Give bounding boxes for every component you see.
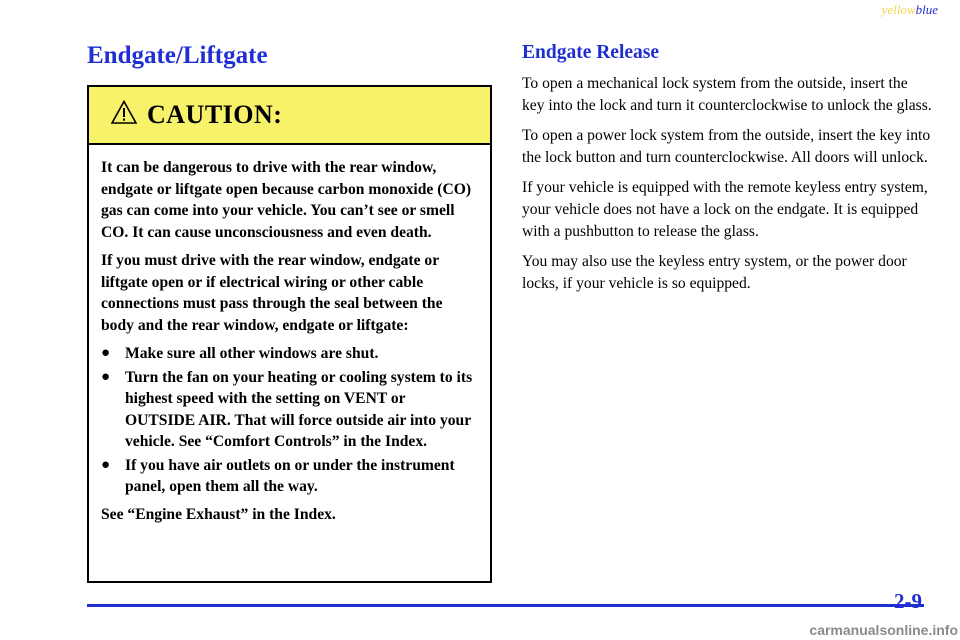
caution-footer: See “Engine Exhaust” in the Index. bbox=[101, 505, 336, 523]
corner-tag-yellow: yellow bbox=[881, 2, 916, 17]
body-paragraph: You may also use the keyless entry system, or the power door locks, if your vehicle is so equipped. bbox=[522, 253, 907, 292]
list-item bbox=[101, 455, 478, 498]
corner-tag bbox=[882, 2, 938, 18]
bullet-dot-icon: ● bbox=[101, 345, 111, 361]
body-paragraph: If your vehicle is equipped with the remote keyless entry system, your vehicle does not have a lock on the endgate. It is equipped with a pushbutton to release the glass. bbox=[522, 179, 928, 240]
footer-rule bbox=[87, 604, 924, 607]
caution-paragraph: It can be dangerous to drive with the rear window, endgate or liftgate open because carbon monoxide (CO) gas can come into your vehicle. You can’t see or smell CO. It can cause unconsciousness and even death. bbox=[101, 159, 472, 241]
caution-bullet-list bbox=[101, 343, 478, 498]
caution-paragraph: If you must drive with the rear window, endgate or liftgate open or if electrical wiring or other cable connections must pass through the seal between the body and the rear window, endgate or liftgate: bbox=[101, 252, 443, 334]
caution-box bbox=[87, 85, 492, 583]
section-title: Endgate/Liftgate bbox=[87, 42, 268, 69]
body-paragraph: To open a power lock system from the outside, insert the key into the lock button and turn counterclockwise. All doors will unlock. bbox=[522, 127, 931, 166]
bullet-dot-icon: ● bbox=[101, 368, 111, 385]
list-item-text: Make sure all other windows are shut. bbox=[125, 345, 379, 362]
endgate-release-section bbox=[522, 42, 932, 303]
page-number: 2-9 bbox=[894, 589, 922, 613]
body-paragraph: To open a mechanical lock system from the outside, insert the key into the lock and turn it counterclockwise to unlock the glass. bbox=[522, 75, 932, 114]
list-item bbox=[101, 343, 478, 365]
caution-body bbox=[89, 145, 490, 525]
corner-tag-blue: blue bbox=[915, 2, 938, 17]
list-item-text: If you have air outlets on or under the instrument panel, open them all the way. bbox=[125, 456, 455, 495]
endgate-release-heading: Endgate Release bbox=[522, 42, 660, 63]
list-item bbox=[101, 367, 478, 453]
bullet-dot-icon: ● bbox=[101, 456, 111, 473]
caution-header bbox=[89, 87, 490, 145]
watermark: carmanualsonline.info bbox=[809, 622, 958, 638]
caution-label: CAUTION: bbox=[147, 100, 283, 129]
warning-triangle-icon bbox=[111, 100, 137, 124]
list-item-text: Turn the fan on your heating or cooling system to its highest speed with the setting on VENT or OUTSIDE AIR. That will force outside air into your vehicle. See “Comfort Controls” in the Index. bbox=[125, 368, 473, 450]
